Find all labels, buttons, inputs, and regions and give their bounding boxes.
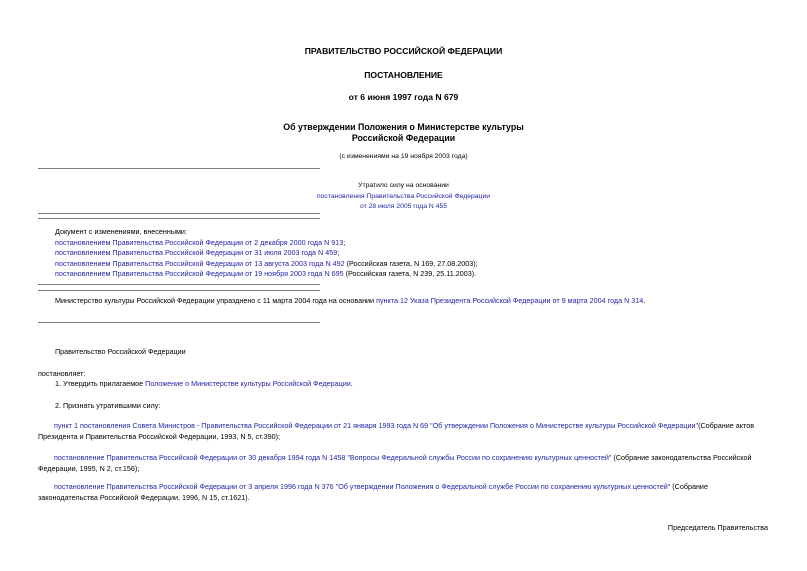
amendment-suffix: ;: [343, 237, 346, 247]
decrees-word: постановляет:: [38, 369, 86, 378]
regulation-link[interactable]: Положение о Министерстве культуры Российской Федерации: [145, 379, 351, 388]
amendment-item: [55, 238, 478, 249]
date-number: от 6 июня 1997 года N 679: [348, 92, 459, 102]
amendment-suffix: (Российская газета, N 239, 25.11.2003).: [343, 269, 477, 278]
divider: [38, 322, 320, 323]
title-line-2: Российской Федерации: [351, 133, 456, 143]
government-heading: ПРАВИТЕЛЬСТВО РОССИЙСКОЙ ФЕДЕРАЦИИ: [304, 46, 503, 56]
amendment-link[interactable]: постановлением Правительства Российской Федерации от 13 августа 2003 года N 492: [55, 258, 345, 268]
repealed-link[interactable]: постановление Правительства Российской Федерации от 30 декабря 1994 года N 1458 "Вопросы Федеральной службы России по сохранению культурных ценностей": [54, 453, 612, 462]
item-2: 2. Признать утратившими силу:: [55, 401, 161, 410]
amendment-link[interactable]: постановлением Правительства Российской Федерации от 19 ноября 2003 года N 695: [55, 269, 344, 278]
document-type: ПОСТАНОВЛЕНИЕ: [364, 70, 443, 80]
amendment-suffix: ;: [337, 248, 340, 257]
repealed-suffix: (Собрание законодательства Российской Федерации, 1996, N 15, ст.1621).: [38, 482, 708, 502]
item-1-text: 1. Утвердить прилагаемое: [55, 379, 146, 388]
repeal-line-1: Утратило силу на основании: [358, 182, 449, 189]
item-1: [55, 379, 353, 388]
abolished-link[interactable]: пункта 12 Указа Президента Российской Федерации от 9 марта 2004 года N 314: [376, 296, 644, 305]
amendments-intro: Документ с изменениями, внесенными:: [55, 227, 187, 236]
repealed-item: [38, 420, 768, 442]
amended-note: (с изменениями на 19 ноября 2003 года): [339, 153, 468, 160]
title-line-1: Об утверждении Положения о Министерстве культуры: [283, 122, 524, 132]
divider: [38, 168, 320, 169]
divider: [38, 284, 320, 285]
repealed-item: [38, 452, 768, 474]
amendments-block: [55, 227, 478, 280]
amendment-link[interactable]: постановлением Правительства Российской Федерации от 31 июля 2003 года N 459: [55, 248, 338, 257]
amendment-item: [55, 248, 478, 259]
repealed-suffix: (Собрание законодательства Российской Федерации, 1995, N 2, ст.156);: [38, 453, 752, 473]
divider: [38, 213, 320, 214]
amendment-item: [55, 259, 478, 270]
repeal-link-date[interactable]: от 28 июля 2005 года N 455: [359, 203, 448, 210]
repealed-link[interactable]: постановление Правительства Российской Федерации от 3 апреля 1996 года N 376 "Об утверждении Положения о Федеральной службе России по сохранению культурных ценностей": [54, 482, 671, 491]
item-1-suffix: .: [350, 379, 353, 388]
abolished-suffix: .: [643, 296, 646, 305]
divider: [38, 290, 320, 291]
amendment-item: [55, 269, 478, 280]
repealed-suffix: (Собрание актов Президента и Правительства Российской Федерации, 1993, N 5, ст.390);: [38, 421, 755, 441]
amendment-link[interactable]: постановлением Правительства Российской Федерации от 2 декабря 2000 года N 913: [55, 237, 344, 247]
signature-title: Председатель Правительства: [667, 523, 768, 532]
repealed-item: [38, 481, 768, 503]
document-title: [0, 122, 807, 144]
repeal-link[interactable]: постановления Правительства Российской Федерации: [316, 192, 491, 200]
repeal-note: [0, 181, 807, 213]
abolished-text: Министерство культуры Российской Федерации упразднено с 11 марта 2004 года на основании: [55, 296, 377, 305]
abolished-note: [55, 296, 645, 305]
amendment-suffix: (Российская газета, N 169, 27.08.2003);: [344, 258, 478, 268]
divider: [38, 218, 320, 219]
issuer: Правительство Российской Федерации: [55, 347, 186, 356]
repealed-link[interactable]: пункт 1 постановления Совета Министров - Правительства Российской Федерации от 21 января 1993 года N 69 "Об утверждении Положения о Министерстве культуры Российской Федерации": [54, 421, 699, 430]
